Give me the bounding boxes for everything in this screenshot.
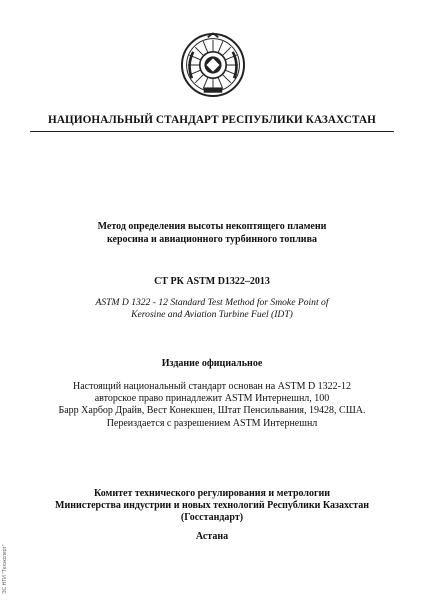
title-divider xyxy=(30,131,394,132)
publication-city: Астана xyxy=(195,531,229,542)
document-title-line-2: керосина и авиационного турбинного топлива xyxy=(107,234,317,245)
copyright-note-line-1: Настоящий национальный стандарт основан на ASTM D 1322-12 xyxy=(72,381,352,392)
committee-line-3: (Госстандарт) xyxy=(180,512,244,524)
committee-line-1: Комитет технического регулирования и метрологии xyxy=(93,488,331,499)
copyright-note-line-4: Переиздается с разрешением ASTM Интернешнл xyxy=(106,417,318,429)
astm-title-line-2: Kerosine and Aviation Turbine Fuel (IDT) xyxy=(131,308,293,320)
side-stamp xyxy=(2,530,10,594)
kazakhstan-state-emblem-icon xyxy=(180,32,246,98)
committee-name xyxy=(20,488,404,525)
astm-title xyxy=(40,297,384,320)
document-title xyxy=(40,220,384,246)
document-code: СТ РК ASTM D1322–2013 xyxy=(154,276,270,287)
copyright-note xyxy=(40,381,384,430)
copyright-note-line-3: Барр Харбор Драйв, Вест Конекшен, Штат Пенсильвания, 19428, США. xyxy=(58,405,366,417)
standard-title: НАЦИОНАЛЬНЫЙ СТАНДАРТ РЕСПУБЛИКИ КАЗАХСТАН xyxy=(48,114,376,126)
copyright-note-line-2: авторское право принадлежит ASTM Интернешнл, 100 xyxy=(94,393,330,405)
edition-label: Издание официальное xyxy=(161,358,263,369)
committee-line-2: Министерства индустрии и новых технологий Республики Казахстан xyxy=(55,500,369,512)
astm-title-line-1: ASTM D 1322 - 12 Standard Test Method for Smoke Point of xyxy=(95,297,329,308)
side-stamp-text: ЭС НТИ "Техэксперт" xyxy=(2,544,8,594)
document-title-line-1: Метод определения высоты некоптящего пламени xyxy=(97,221,327,232)
